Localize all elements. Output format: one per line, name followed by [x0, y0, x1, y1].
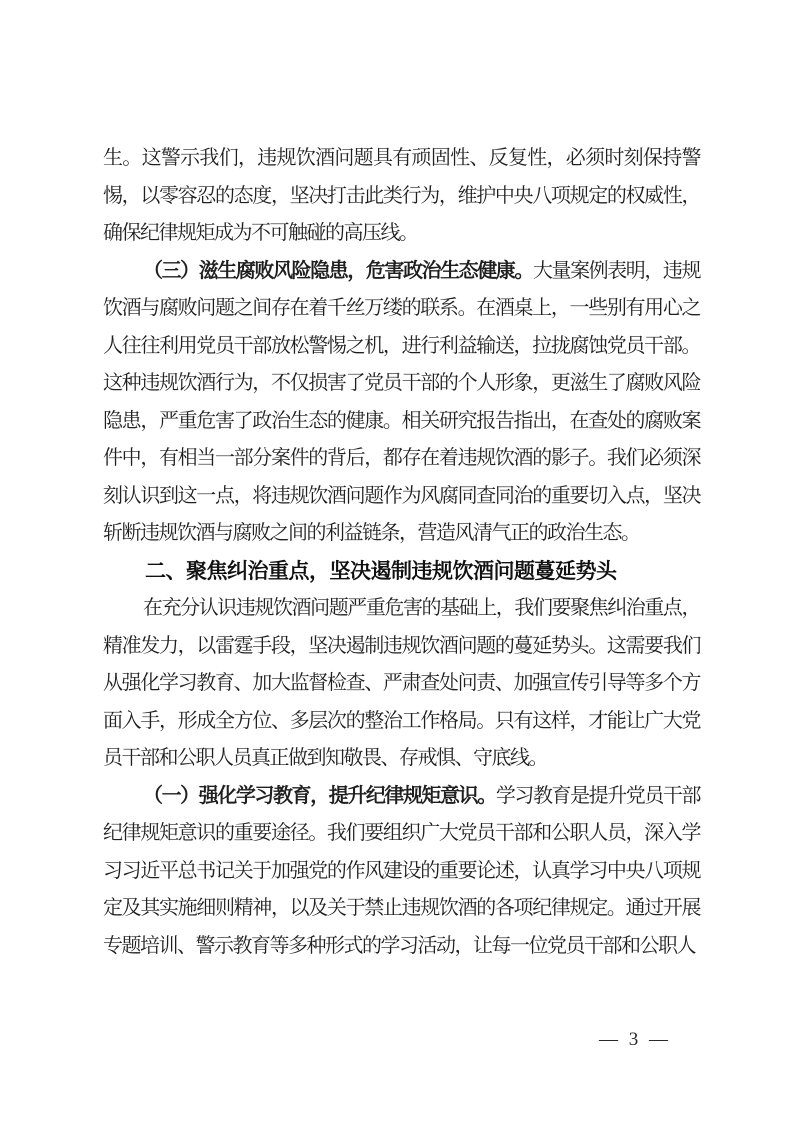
paragraph-section-three	[103, 253, 700, 553]
paragraph-text: 在充分认识违规饮酒问题严重危害的基础上，我们要聚焦纠治重点，精准发力，以雷霆手段，坚决遏制违规饮酒问题的蔓延势头。这需要我们从强化学习教育、加大监督检查、严肃查处问责、加强宣传引导等多个方面入手，形成全方位、多层次的整治工作格局。只有这样，才能让广大党员干部和公职人员真正做到知敬畏、存戒惧、守底线。	[103, 597, 700, 769]
paragraph-text: 学习教育是提升党员干部纪律规矩意识的重要途径。我们要组织广大党员干部和公职人员，深入学习习近平总书记关于加强党的作风建设的重要论述，认真学习中央八项规定及其实施细则精神，以及关于禁止违规饮酒的各项纪律规定。通过开展专题培训、警示教育等多种形式的学习活动，让每一位党员干部和公职人	[103, 784, 701, 957]
paragraph-text: 生。这警示我们，违规饮酒问题具有顽固性、反复性，必须时刻保持警惕，以零容忍的态度，坚决打击此类行为，维护中央八项规定的权威性，确保纪律规矩成为不可触碰的高压线。	[103, 147, 700, 244]
page-number: — 3 —	[599, 1029, 671, 1050]
paragraph-lead: （一）强化学习教育，提升纪律规矩意识。	[143, 784, 496, 807]
document-body	[103, 140, 700, 965]
paragraph-item-one	[103, 778, 700, 966]
paragraph-continuation	[103, 140, 700, 253]
paragraph-lead: （三）滋生腐败风险隐患，危害政治生态健康。	[143, 259, 533, 282]
section-heading: 二、聚焦纠治重点，坚决遏制违规饮酒问题蔓延势头	[145, 559, 617, 583]
paragraph-text: 大量案例表明，违规饮酒与腐败问题之间存在着千丝万缕的联系。在酒桌上，一些别有用心之人往往利用党员干部放松警惕之机，进行利益输送，拉拢腐蚀党员干部。这种违规饮酒行为，不仅损害了党员干部的个人形象，更滋生了腐败风险隐患，严重危害了政治生态的健康。相关研究报告指出，在查处的腐败案件中，有相当一部分案件的背后，都存在着违规饮酒的影子。我们必须深刻认识到这一点，将违规饮酒问题作为风腐同查同治的重要切入点，坚决斩断违规饮酒与腐败之间的利益链条，营造风清气正的政治生态。	[103, 259, 701, 544]
paragraph-section-intro	[103, 590, 700, 778]
